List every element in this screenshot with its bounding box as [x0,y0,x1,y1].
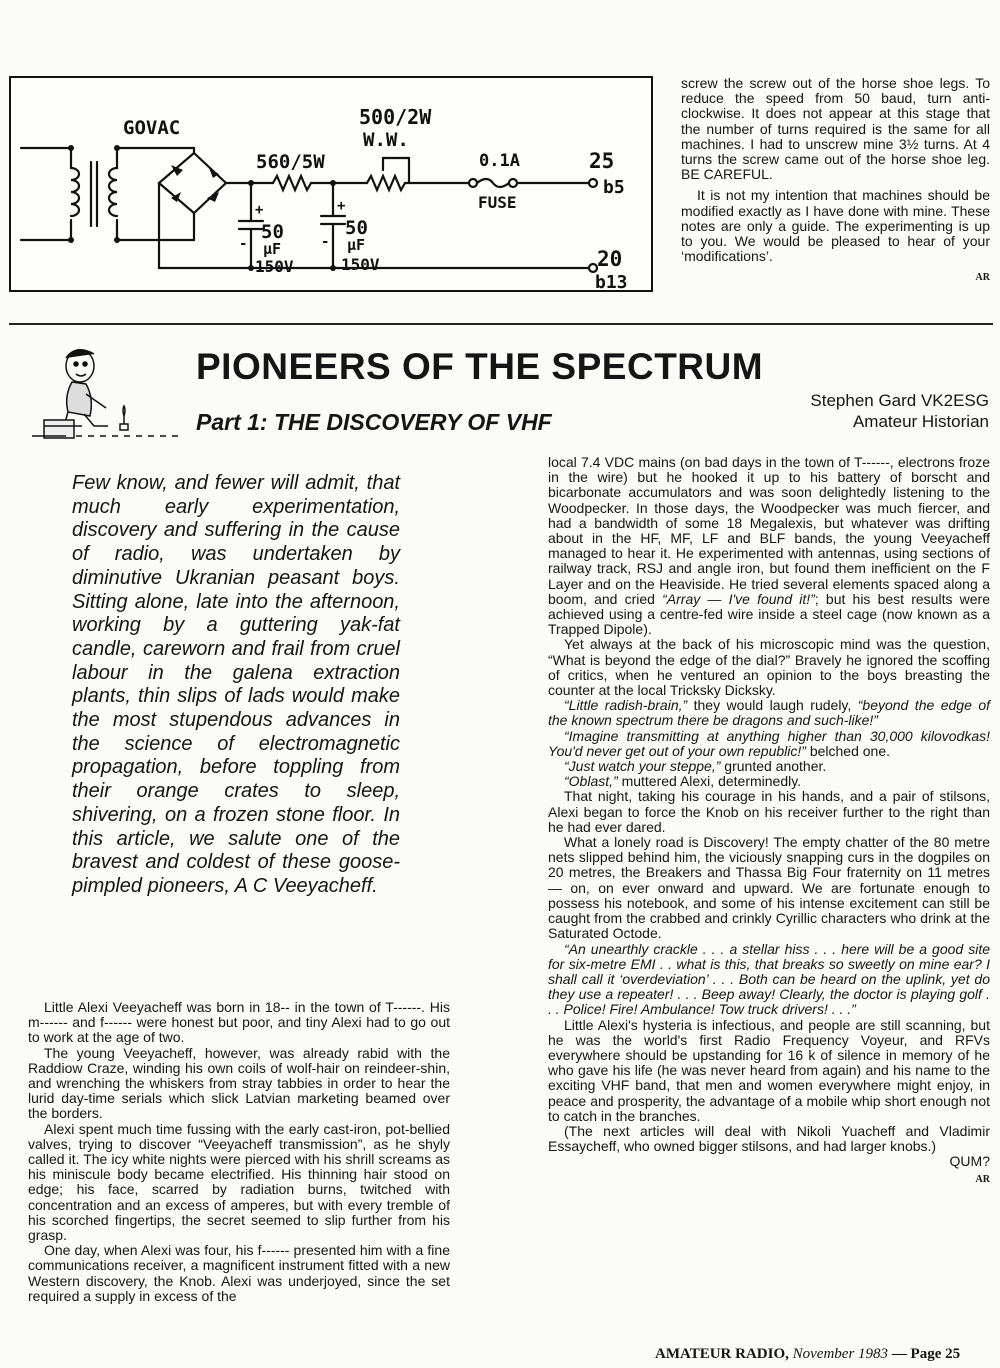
issue-date: November 1983 [792,1346,889,1362]
end-mark: AR [975,1173,990,1185]
paragraph: local 7.4 VDC mains (on bad days in the town of T------, electrons froze in the wire) but he hooked it up to his battery of borscht and bicarbonate accumulators and was soon delightedly listening to the Woodpecker. In those days, the Woodpecker was much fiercer, and had a bandwidth of some 18 Megalexis, but whatever was drifting about in the HF, MF, LF and BLF bands, the young Veeyacheff managed to hear it. He experimented with antennas, using sections of railway track, RSJ and angle iron, but found them inefficient on the F Layer and on the Heaviside. He tried several elements spaced along a boom, and cried “Array — I've found it!”; but his best results were achieved using a centre-fed wire inside a steel cage (now known as a Trapped Dipole). [548,454,990,638]
paragraph: “Little radish-brain,” they would laugh rudely, “beyond the edge of the known spectrum there be dragons and such-like!” [548,697,990,729]
paragraph: What a lonely road is Discovery! The empty chatter of the 80 metre nets slipped behind him, the viciously snapping curs in the dogpiles on 20 metres, the Breakers and Thassa Big Four fraternity on 11 metres — on, on ever onward and upward. We are fortunate enough to possess his notebook, and some of his intense excitement can still be caught from the crabbed and crinkly Cyrillic characters who drink at the Saturated Octode. [548,834,990,942]
paragraph: Yet always at the back of his microscopic mind was the question, “What is beyond the edge of the dial?” Bravely he ignored the scoffing of critics, when he ventured an opinion to the boys breasting the counter at the local Tricksky Dicksky. [548,636,990,699]
author-role: Amateur Historian [852,412,989,431]
paragraph: That night, taking his courage in his hands, and a pair of stilsons, Alexi began to force the Knob on his receiver further to the right than he had ever dared. [548,788,990,835]
author-name: Stephen Gard VK2ESG [810,391,989,410]
page-number: — Page 25 [891,1346,961,1362]
fuse-rating-label: 0.1A [479,151,520,171]
article-subtitle: Part 1: THE DISCOVERY OF VHF [196,409,552,435]
paragraph: One day, when Alexi was four, his f------ presented him with a fine communications receiver, a magnificent instrument fitted with a new Western discovery, the Knob. Alexi was underjoyed, since the set required a supply in excess of the [28,1242,450,1304]
paragraph: It is not my intention that machines should be modified exactly as I have done with mine. These notes are only a guide. The experimenting is up to you. We would be pleased to hear of your ‘modifications’. [681,187,990,265]
section-divider [9,323,993,325]
terminal2-label: 20 [597,247,623,271]
cap1-plus: + [255,202,264,218]
article-title: PIONEERS OF THE SPECTRUM [196,346,764,387]
paragraph: screw the screw out of the horse shoe legs. To reduce the speed from 50 baud, turn anti-clockwise. It does not appear at this stage that the number of turns required is the same for all machines. I had to unscrew mine 3½ turns. At 4 turns the screw came out of the horse shoe leg. BE CAREFUL. [681,75,990,183]
paragraph: Alexi spent much time fussing with the early cast-iron, pot-bellied valves, trying to discover “Veeyacheff transmission”, as he shyly called it. The icy white nights were pierced with his shrill screams as his miniscule body became electrified. His thinning hair stood on edge; his face, scarred by radiation burns, twitched with concentration and an excess of amperes, but with every tremble of his scorched fingertips, the secret seemed to slip further from his grasp. [28,1120,450,1244]
cap2-unit: μF [347,236,366,254]
resistor2-type-label: W.W. [363,129,409,151]
cap1-unit: μF [263,240,282,258]
fuse-label: FUSE [478,193,517,212]
paragraph: Little Alexi's hysteria is infectious, and people are still scanning, but he was the world's first Radio Frequency Voyeur, and RFVs everywhere should be upstanding for 16 k of silence in memory of he who gave his life (he was never heard from again) and his name to the exciting VHF band, that men and women everywhere might enjoy, in peace and prosperity, the advantage of a mobile whip short enough not to catch in the branches. [548,1016,990,1124]
page-footer [655,1346,960,1363]
cap1-minus: - [239,236,248,252]
paragraph: The young Veeyacheff, however, was already rabid with the Raddiow Craze, winding his own coils of wolf-hair on reindeer-shin, and wrenching the whiskers from stray tabbies in order to hear the lurid day-time serials which slick Latvian marketing beamed over the borders. [28,1044,450,1122]
paragraph: Little Alexi Veeyacheff was born in 18-- in the town of T------. His m------ and f------ were honest but poor, and tiny Alexi had to go out to work at the age of two. [28,999,450,1046]
paragraph: “An unearthly crackle . . . a stellar hiss . . . here will be a good site for six-metre EMI . . what is this, that breaks so sweetly on mine ear? I shall call it ‘overdeviation’ . . . Both can be heard on the uplink, yet do they use a repeater! . . . Beep away! Clearly, the doctor is playing golf . . . Police! Fire! Ambulance! Tow truck drivers! . . .” [548,940,990,1018]
paragraph: “Just watch your steppe,” grunted another. [564,758,827,775]
pioneer-boy-illustration [30,340,180,440]
terminal2-sub-label: b13 [595,272,628,290]
paragraph: “Oblast,” muttered Alexi, determinedly. [564,773,802,790]
terminal1-label: 25 [589,149,615,173]
sign-off: QUM? [949,1153,990,1170]
article-left-column [28,1000,450,1304]
cap1-value: 50 [261,221,284,243]
byline [745,390,989,432]
cap2-minus: - [321,234,330,250]
paragraph: “Imagine transmitting at anything higher than 30,000 kilovodkas! You'd never get out of your own republic!” belched one. [548,727,990,759]
circuit-drawing [11,78,651,290]
resistor2-label: 500/2W [359,105,432,129]
resistor1-label: 560/5W [256,151,325,173]
cap2-plus: + [337,198,346,214]
cap2-value: 50 [345,217,368,239]
transformer-label: GOVAC [123,117,181,139]
paragraph: (The next articles will deal with Nikoli Yuacheff and Vladimir Essaycheff, who owned bigger stilsons, and had larger knobs.) [548,1122,990,1155]
article-intro: Few know, and fewer will admit, that much early experimentation, discovery and suffering in the cause of radio, was undertaken by diminutive Ukranian peasant boys. Sitting alone, late into the afternoon, working by a guttering yak-fat candle, careworn and frail from cruel labour in the galena extraction plants, thin slips of lads would make the most stupendous advances in the science of electromagnetic propagation, before toppling from their orange crates to sleep, shivering, on a frozen stone floor. In this article, we salute one of the bravest and coldest of these goose-pimpled pioneers, A C Veeyacheff. [72,472,400,897]
end-mark: AR [975,272,990,284]
article-right-column [548,455,990,1187]
cap1-volt: 150V [255,257,294,276]
terminal1-sub-label: b5 [603,177,625,198]
cap2-volt: 150V [341,255,380,274]
magazine-name: AMATEUR RADIO, [655,1346,789,1362]
previous-article-continuation [681,76,990,286]
schematic-diagram [9,76,653,292]
